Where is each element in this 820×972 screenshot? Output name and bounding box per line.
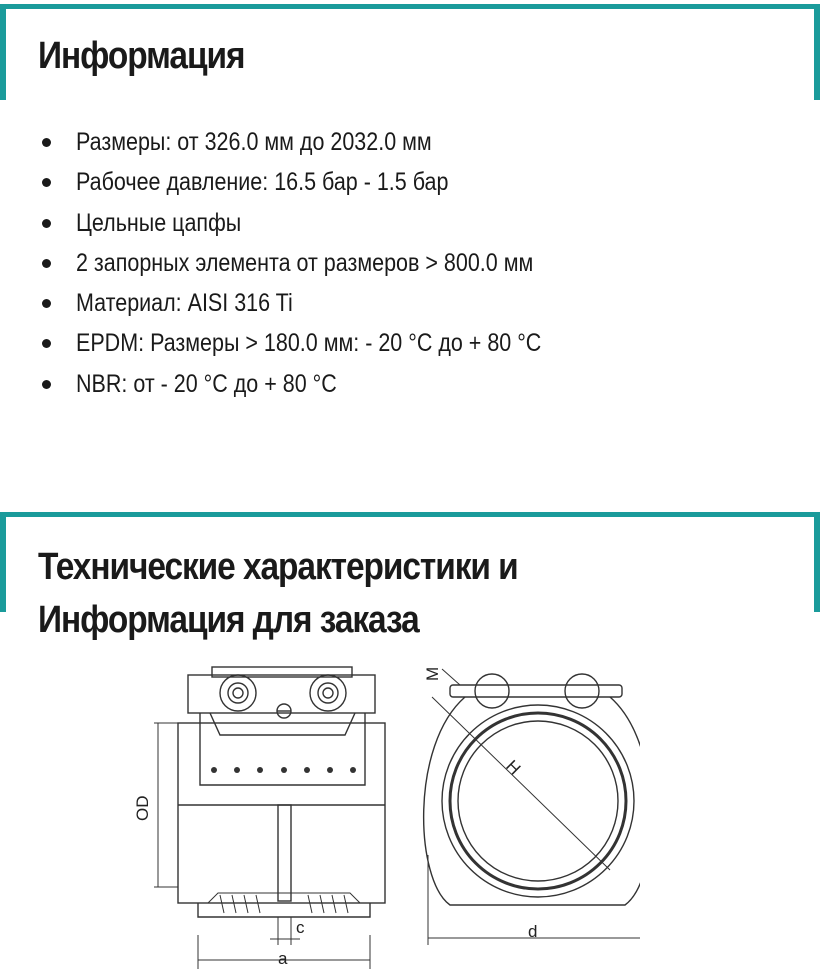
bullet-icon — [42, 380, 51, 389]
pipe-body — [178, 723, 385, 903]
specs-frame-left — [0, 512, 6, 612]
bullet-icon — [42, 219, 51, 228]
bullet-icon — [42, 138, 51, 147]
info-frame-right — [814, 4, 820, 100]
list-item: 2 запорных элемента от размеров > 800.0 мм — [40, 243, 617, 283]
m-dimension-line — [442, 669, 460, 685]
bullet-icon — [42, 178, 51, 187]
specs-frame-right — [814, 512, 820, 612]
trunnion-left-icon — [475, 674, 509, 708]
list-item: NBR: от - 20 °C до + 80 °C — [40, 364, 617, 404]
side-view — [154, 667, 385, 969]
seal-ring — [450, 713, 626, 889]
c-label: c — [296, 918, 305, 937]
bullet-icon — [42, 299, 51, 308]
list-item: Рабочее давление: 16.5 бар - 1.5 бар — [40, 162, 617, 202]
center-joint — [278, 805, 291, 901]
info-list — [40, 122, 617, 404]
coupling-technical-drawing — [120, 655, 640, 970]
list-item: Материал: AISI 316 Ti — [40, 283, 617, 323]
front-view — [423, 666, 640, 945]
info-frame-left — [0, 4, 6, 100]
list-item: Размеры: от 326.0 мм до 2032.0 мм — [40, 122, 617, 162]
a-label: a — [278, 949, 288, 968]
specs-title-line1: Технические характеристики и — [38, 546, 518, 588]
bolt-left-icon — [220, 675, 256, 711]
hole-row — [211, 767, 356, 773]
info-title: Информация — [38, 35, 245, 77]
od-label: OD — [133, 795, 152, 821]
m-label: M — [423, 666, 442, 681]
band-ribs — [220, 895, 348, 913]
d-label: d — [528, 922, 538, 941]
info-frame-top — [0, 4, 820, 9]
clamp-housing-top — [188, 675, 375, 713]
bullet-icon — [42, 259, 51, 268]
h-label: H — [502, 756, 525, 779]
bolt-right-icon — [310, 675, 346, 711]
outer-shell — [424, 697, 640, 905]
bullet-icon — [42, 339, 51, 348]
list-item: Цельные цапфы — [40, 203, 617, 243]
specs-title-line2: Информация для заказа — [38, 599, 419, 641]
clamp-body — [200, 713, 365, 785]
specs-frame-top — [0, 512, 820, 517]
list-item: EPDM: Размеры > 180.0 мм: - 20 °C до + 80 °C — [40, 323, 617, 363]
outer-ring — [442, 705, 634, 897]
trunnion-right-icon — [565, 674, 599, 708]
